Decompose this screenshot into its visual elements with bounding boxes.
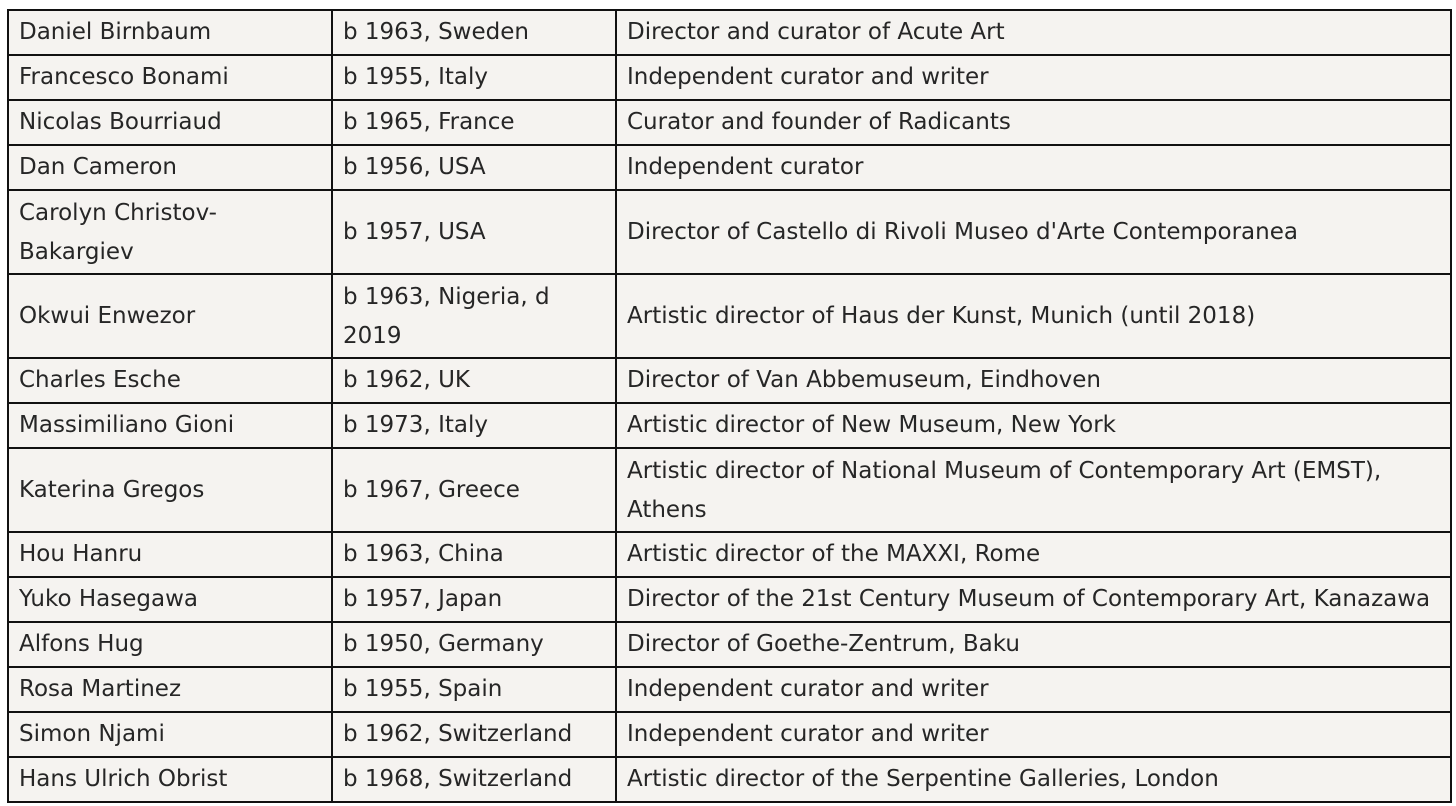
curator-role: Director of Van Abbemuseum, Eindhoven [616,358,1451,403]
curator-role: Artistic director of National Museum of Contemporary Art (EMST), Athens [616,448,1451,532]
curator-birth: b 1955, Italy [332,55,616,100]
table-row [8,622,1451,667]
table-row [8,190,1451,274]
table-row [8,145,1451,190]
curator-role: Director of the 21st Century Museum of Contemporary Art, Kanazawa [616,577,1451,622]
curators-table-body [8,10,1451,802]
curator-name: Rosa Martinez [8,667,332,712]
table-row [8,448,1451,532]
curator-birth: b 1967, Greece [332,448,616,532]
curator-birth: b 1965, France [332,100,616,145]
table-row [8,358,1451,403]
curator-birth: b 1962, Switzerland [332,712,616,757]
table-row [8,712,1451,757]
curator-role: Artistic director of Haus der Kunst, Munich (until 2018) [616,274,1451,358]
curator-role: Independent curator and writer [616,712,1451,757]
curator-role: Independent curator and writer [616,55,1451,100]
curator-birth: b 1957, Japan [332,577,616,622]
curator-birth: b 1957, USA [332,190,616,274]
curator-name: Okwui Enwezor [8,274,332,358]
table-row [8,667,1451,712]
curator-role: Artistic director of New Museum, New York [616,403,1451,448]
curator-name: Alfons Hug [8,622,332,667]
curator-role: Director of Goethe-Zentrum, Baku [616,622,1451,667]
curator-name: Simon Njami [8,712,332,757]
curator-role: Independent curator [616,145,1451,190]
curator-role: Artistic director of the MAXXI, Rome [616,532,1451,577]
curator-name: Hans Ulrich Obrist [8,757,332,802]
curator-birth: b 1963, Sweden [332,10,616,55]
table-row [8,55,1451,100]
curator-birth: b 1973, Italy [332,403,616,448]
curator-name: Nicolas Bourriaud [8,100,332,145]
curator-name: Massimiliano Gioni [8,403,332,448]
curator-role: Director of Castello di Rivoli Museo d'Arte Contemporanea [616,190,1451,274]
table-row [8,577,1451,622]
curator-name: Francesco Bonami [8,55,332,100]
curator-role: Curator and founder of Radicants [616,100,1451,145]
table-row [8,274,1451,358]
table-row [8,10,1451,55]
curator-name: Katerina Gregos [8,448,332,532]
curator-role: Artistic director of the Serpentine Galleries, London [616,757,1451,802]
table-row [8,403,1451,448]
table-row [8,757,1451,802]
curators-table [7,9,1452,803]
curator-birth: b 1963, Nigeria, d 2019 [332,274,616,358]
curator-name: Daniel Birnbaum [8,10,332,55]
curator-name: Hou Hanru [8,532,332,577]
curator-birth: b 1962, UK [332,358,616,403]
table-row [8,100,1451,145]
curator-role: Independent curator and writer [616,667,1451,712]
curator-birth: b 1956, USA [332,145,616,190]
curator-birth: b 1968, Switzerland [332,757,616,802]
curator-name: Dan Cameron [8,145,332,190]
curator-role: Director and curator of Acute Art [616,10,1451,55]
curator-name: Carolyn Christov-Bakargiev [8,190,332,274]
curator-birth: b 1963, China [332,532,616,577]
curator-name: Charles Esche [8,358,332,403]
curator-birth: b 1955, Spain [332,667,616,712]
curator-birth: b 1950, Germany [332,622,616,667]
curator-name: Yuko Hasegawa [8,577,332,622]
table-row [8,532,1451,577]
